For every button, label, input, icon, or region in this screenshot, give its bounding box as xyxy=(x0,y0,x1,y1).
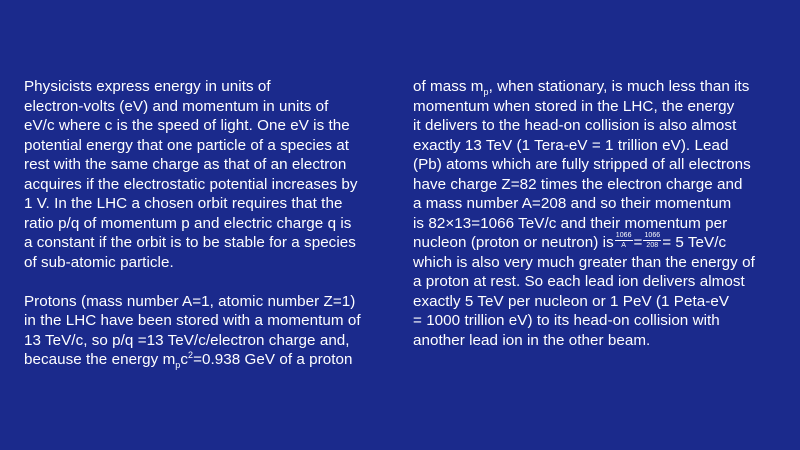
text-line: acquires if the electrostatic potential increases by xyxy=(24,175,358,193)
text-line: Physicists express energy in units of xyxy=(24,78,271,95)
text-line: another lead ion in the other beam. xyxy=(413,331,651,349)
fraction-numerator: 1066 xyxy=(644,232,661,240)
text-line xyxy=(24,350,389,370)
text-line: a constant if the orbit is to be stable for a species xyxy=(24,234,356,251)
equals-sign: = xyxy=(633,234,643,251)
text-line: 13 TeV/c, so p/q =13 TeV/c/electron charge and, xyxy=(24,331,350,349)
subscript: p xyxy=(483,87,489,98)
text-fragment: , when stationary, is much less than its xyxy=(488,78,750,95)
fraction-denominator: 208 xyxy=(646,242,659,250)
text-line: Protons (mass number A=1, atomic number Z=1) xyxy=(24,292,356,310)
text-line: (Pb) atoms which are fully stripped of all electrons xyxy=(413,156,751,173)
text-line: in the LHC have been stored with a momentum of xyxy=(24,312,361,329)
text-line: a mass number A=208 and so their momentum xyxy=(413,195,732,212)
text-fragment: c xyxy=(180,351,188,368)
fraction-line xyxy=(413,233,783,253)
superscript: 2 xyxy=(188,349,194,360)
subscript: p xyxy=(175,360,181,371)
text-line xyxy=(413,77,783,97)
text-line: electron-volts (eV) and momentum in units of xyxy=(24,97,329,115)
text-line: of sub-atomic particle. xyxy=(24,253,174,271)
fraction-numerator: 1066 xyxy=(615,232,632,240)
fraction-1066-over-A xyxy=(615,232,633,249)
text-line: a proton at rest. So each lead ion delivers almost xyxy=(413,273,745,290)
text-fragment: nucleon (proton or neutron) is xyxy=(413,234,614,251)
text-line: which is also very much greater than the energy of xyxy=(413,253,755,271)
text-line: ratio p/q of momentum p and electric charge q is xyxy=(24,214,352,232)
text-line: = 1000 trillion eV) to its head-on collision with xyxy=(413,312,720,329)
text-line: potential energy that one particle of a species at xyxy=(24,136,350,154)
text-line: is 82×13=1066 TeV/c and their momentum per xyxy=(413,214,728,232)
fraction-denominator: A xyxy=(621,242,626,250)
right-text-column xyxy=(413,77,783,350)
text-line: it delivers to the head-on collision is also almost xyxy=(413,117,737,134)
text-line: exactly 13 TeV (1 Tera-eV = 1 trillion eV). Lead xyxy=(413,136,729,154)
text-line: exactly 5 TeV per nucleon or 1 PeV (1 Peta-eV xyxy=(413,292,730,310)
paragraph-gap xyxy=(24,272,389,292)
text-line: rest with the same charge as that of an electron xyxy=(24,156,347,173)
text-line: have charge Z=82 times the electron charge and xyxy=(413,175,743,193)
text-line: eV/c where c is the speed of light. One eV is the xyxy=(24,117,350,134)
left-text-column xyxy=(24,77,389,370)
text-fragment: =0.938 GeV of a proton xyxy=(193,351,353,368)
text-fragment: because the energy m xyxy=(24,351,176,368)
text-line: 1 V. In the LHC a chosen orbit requires that the xyxy=(24,195,343,212)
text-line: momentum when stored in the LHC, the energy xyxy=(413,97,735,115)
text-fragment: of mass m xyxy=(413,78,484,95)
fraction-1066-over-208 xyxy=(643,232,661,249)
text-fragment: = 5 TeV/c xyxy=(662,234,727,251)
